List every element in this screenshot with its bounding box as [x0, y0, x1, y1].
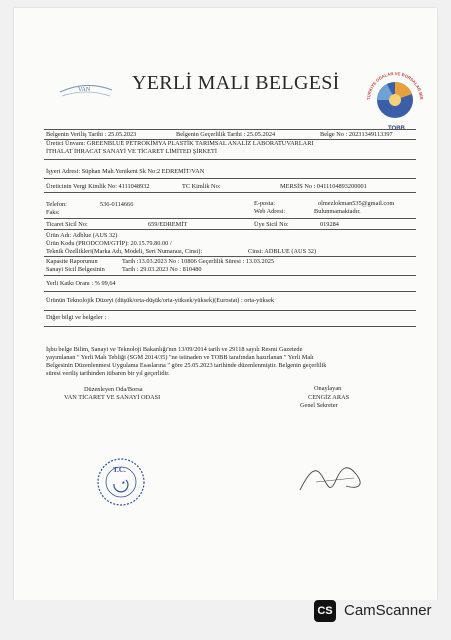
- validity-date: Belgenin Geçerlilik Tarihi : 25.05.2024: [176, 131, 276, 138]
- statement-line-2: yayımlanan " Yerli Malı Tebliği (SGM 2014/35) "ne istinaden ve TOBB tarafından hazırlanan " Yerli Malı: [46, 354, 314, 361]
- tobb-logo: [362, 60, 428, 136]
- trade-registry-label: Ticaret Sicil No:: [46, 221, 88, 228]
- phone-value: 536-0114666: [100, 201, 134, 208]
- producer-title-line1: Üretici Ünvanı: GREENBLUE PETROKİMYA PLASTİK TARIMSAL ANALİZ LABORATUVARLARI: [46, 140, 314, 147]
- industry-registry-detail: Tarih : 29.03.2023 No : 810480: [122, 266, 202, 273]
- issue-date: Belgenin Veriliş Tarihi : 25.05.2023: [46, 131, 137, 138]
- statement-line-1: İşbu belge Bilim, Sanayi ve Teknoloji Bakanlığı'nın 13/09/2014 tarih ve 29118 sayılı Resmi Gazetede: [46, 346, 303, 353]
- technical-features-label: Teknik Özellikleri(Marka Adı, Modeli, Seri Numarası, Cinsi):: [46, 248, 203, 255]
- tobb-label: TOBB: [388, 126, 405, 132]
- tc-identity-label: TC Kimlik No:: [182, 183, 221, 190]
- capacity-report-detail: Tarih :13.03.2023 No : 10806 Geçerlilik Süresi : 13.03.2025: [122, 258, 275, 265]
- camscanner-icon: CS: [314, 600, 336, 622]
- phone-label: Telefon:: [46, 201, 67, 208]
- email-label: E-posta:: [254, 200, 275, 207]
- approver-title: Genel Sekreter: [300, 402, 338, 409]
- statement-line-4: süresi veriliş tarihinden itibaren bir yıl geçerlidir.: [46, 370, 170, 377]
- tobb-ring-text: TÜRKİYE ODALAR VE BORSALAR BİR: [365, 70, 425, 101]
- van-logo-text: VAN: [78, 87, 91, 93]
- trade-registry-value: 659/EDREMİT: [148, 221, 188, 228]
- capacity-report-label: Kapasite Raporunun: [46, 258, 98, 265]
- camscanner-label: CamScanner: [344, 602, 432, 619]
- other-documents: Diğer bilgi ve belgeler :: [46, 314, 107, 321]
- technology-level: Ürünün Teknolojik Düzeyi (düşük/orta-düşük/orta-yüksek/yüksek)(Eurostat) : orta-yüksek: [46, 297, 275, 304]
- technical-features-value: Cinsi: ADBLUE (AUS 32): [248, 248, 317, 255]
- email-value: olmezlokman535@gmail.com: [318, 200, 395, 207]
- workplace-address: İşyeri Adresi: Süphan Mah.Yenikent Sk No:2 EDREMİT/VAN: [46, 168, 205, 175]
- signature: [296, 460, 366, 498]
- web-value: Bulunmamaktadır.: [314, 208, 361, 215]
- industry-registry-label: Sanayi Sicil Belgesinin: [46, 266, 105, 273]
- approver-name: CENGİZ ARAS: [308, 394, 350, 401]
- approver-label: Onaylayan: [314, 385, 342, 392]
- member-registry-label: Üye Sicil No:: [254, 221, 289, 228]
- product-name: Ürün Adı: Adblue (AUS 32): [46, 232, 118, 239]
- van-chamber-logo: [56, 78, 116, 106]
- tax-number: Üreticinin Vergi Kimlik No: 4111048932: [46, 183, 150, 190]
- document-title: YERLİ MALI BELGESİ: [132, 72, 340, 94]
- certificate-number: Belge No : 20231349113397: [320, 131, 393, 138]
- product-code: Ürün Kodu (PRODCOM/GTİP): 20.15.79.80.00 /: [46, 240, 172, 247]
- issuer-label: Düzenleyen Oda/Borsa: [84, 386, 143, 393]
- member-registry-value: 019284: [320, 221, 339, 228]
- web-label: Web Adresi:: [254, 208, 286, 215]
- statement-line-3: Belgesinin Düzenlenmesi Uygulama Esaslarına " göre 25.05.2023 tarihinde düzenlenmiştir. Belgenin geçerlilik: [46, 362, 327, 369]
- domestic-contribution-rate: Yerli Katkı Oranı : % 99,64: [46, 280, 116, 287]
- issuer-name: VAN TİCARET VE SANAYİ ODASI: [64, 394, 161, 401]
- official-stamp: [96, 457, 146, 507]
- mersis-number: MERSİS No : 0411104893200001: [280, 183, 367, 190]
- fax-label: Faks:: [46, 209, 60, 216]
- stamp-text: T.C.: [113, 466, 126, 474]
- producer-title-line2: İTHALAT İHRACAT SANAYİ VE TİCARET LİMİTED ŞİRKETİ: [46, 148, 217, 155]
- certificate-page: [14, 8, 437, 600]
